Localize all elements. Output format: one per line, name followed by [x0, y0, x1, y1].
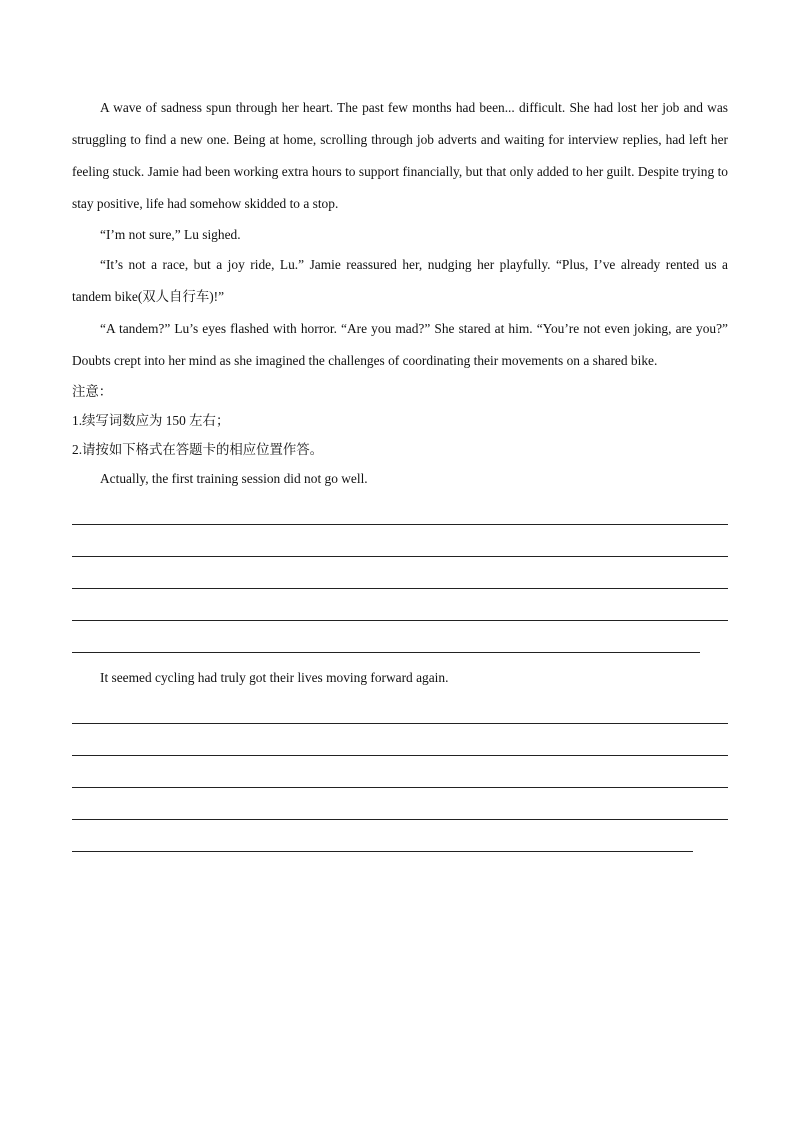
writing-line[interactable] — [72, 692, 728, 724]
writing-area-1[interactable] — [72, 493, 728, 653]
writing-line[interactable] — [72, 525, 728, 557]
story-paragraph-1: A wave of sadness spun through her heart. The past few months had been... difficult. She had lost her job and was struggling to find a new one. Being at home, scrolling through job adverts and waiting for interview replies, had left her feeling stuck. Jamie had been working extra hours to support financially, but that only added to her guilt. Despite trying to stay positive, life had somehow skidded to a stop. — [72, 100, 728, 211]
writing-area-2[interactable] — [72, 692, 728, 852]
writing-line[interactable] — [72, 788, 728, 820]
continuation-prompt-1: Actually, the first training session did not go well. — [100, 471, 368, 486]
notes-item-1: 1.续写词数应为 150 左右； — [72, 413, 230, 428]
writing-line[interactable] — [72, 820, 693, 852]
continuation-prompt-2: It seemed cycling had truly got their lives moving forward again. — [100, 670, 449, 685]
story-paragraph-3: “It’s not a race, but a joy ride, Lu.” Jamie reassured her, nudging her playfully. “Plus, I’ve already rented us a tandem bike(双人自行车)!” — [72, 257, 728, 304]
writing-line[interactable] — [72, 621, 700, 653]
notes-heading: 注意： — [72, 384, 113, 399]
document-page — [72, 92, 728, 852]
writing-line[interactable] — [72, 589, 728, 621]
writing-line[interactable] — [72, 493, 728, 525]
writing-line[interactable] — [72, 724, 728, 756]
notes-item-2: 2.请按如下格式在答题卡的相应位置作答。 — [72, 442, 324, 457]
story-paragraph-2: “I’m not sure,” Lu sighed. — [100, 227, 241, 242]
writing-line[interactable] — [72, 756, 728, 788]
writing-line[interactable] — [72, 557, 728, 589]
story-paragraph-4: “A tandem?” Lu’s eyes flashed with horror. “Are you mad?” She stared at him. “You’re not even joking, are you?” Doubts crept into her mind as she imagined the challenges of coordinating their movements on a shared bike. — [72, 321, 728, 368]
